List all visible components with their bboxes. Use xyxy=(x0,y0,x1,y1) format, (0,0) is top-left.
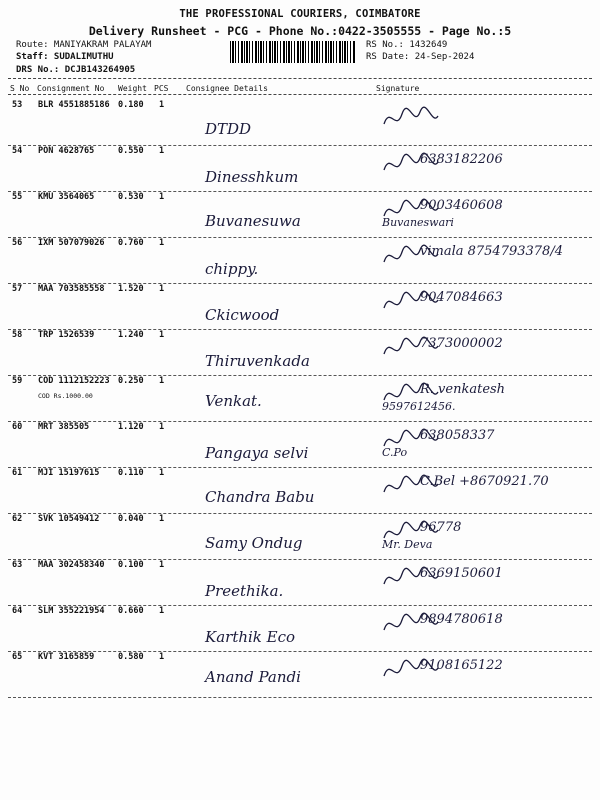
consignment-number: KMU 3564065 xyxy=(38,192,95,202)
weight-value: 0.110 xyxy=(118,468,144,478)
signature-scribble xyxy=(380,334,440,364)
signature-text-secondary: Mr. Deva xyxy=(382,538,433,551)
serial-number: 64 xyxy=(12,606,23,616)
serial-number: 61 xyxy=(12,468,23,478)
consignment-number: MRT 385505 xyxy=(38,422,90,432)
weight-value: 0.100 xyxy=(118,560,144,570)
drs-number: DRS No.: DCJB143264905 xyxy=(16,65,136,75)
signature-text-secondary: 9597612456. xyxy=(382,400,456,413)
signature-text: 9894780618 xyxy=(420,612,503,627)
pieces-value: 1 xyxy=(159,606,165,616)
weight-value: 1.520 xyxy=(118,284,144,294)
table-row xyxy=(0,100,600,146)
signature-text: 7373000002 xyxy=(420,336,503,351)
signature-scribble xyxy=(380,426,440,456)
weight-value: 0.040 xyxy=(118,514,144,524)
cod-amount: COD Rs.1000.00 xyxy=(38,392,93,400)
table-row xyxy=(0,330,600,376)
table-row xyxy=(0,376,600,422)
weight-value: 0.580 xyxy=(118,652,144,662)
col-consignee: Consignee Details xyxy=(186,84,268,93)
pieces-value: 1 xyxy=(159,514,165,524)
runsheet-title: Delivery Runsheet - PCG - Phone No.:0422-3505555 - Page No.:5 xyxy=(88,24,512,38)
rs-date: RS Date: 24-Sep-2024 xyxy=(366,52,475,62)
consignee-name: chippy. xyxy=(205,260,259,278)
table-row xyxy=(0,560,600,606)
signature-scribble xyxy=(380,288,440,318)
row-divider xyxy=(8,697,592,698)
signature-scribble xyxy=(380,242,440,272)
consignment-number: SVK 10549412 xyxy=(38,514,100,524)
signature-text: 6369150601 xyxy=(420,566,503,581)
signature-text: 9003460608 xyxy=(420,198,503,213)
col-weight: Weight xyxy=(118,84,147,93)
consignee-name: Venkat. xyxy=(205,392,262,410)
table-row xyxy=(0,238,600,284)
signature-text: 9108165122 xyxy=(420,658,503,673)
column-divider xyxy=(8,94,592,95)
weight-value: 0.250 xyxy=(118,376,144,386)
header-divider xyxy=(8,78,592,79)
signature-text-secondary: C.Po xyxy=(382,446,408,459)
signature-text: 6383182206 xyxy=(420,152,503,167)
consignee-name: Anand Pandi xyxy=(205,668,301,686)
pieces-value: 1 xyxy=(159,468,165,478)
weight-value: 0.760 xyxy=(118,238,144,248)
signature-text: 638058337 xyxy=(420,428,495,443)
signature-scribble xyxy=(380,104,440,134)
signature-scribble xyxy=(380,518,440,548)
pieces-value: 1 xyxy=(159,330,165,340)
barcode xyxy=(230,41,356,63)
consignment-number: BLR 4551885186 xyxy=(38,100,110,110)
consignee-name: DTDD xyxy=(205,120,252,138)
route-label: Route: MANIYAKRAM PALAYAM xyxy=(16,40,152,50)
table-row xyxy=(0,468,600,514)
consignee-name: Ckicwood xyxy=(205,306,280,324)
col-pcs: PCS xyxy=(154,84,169,93)
pieces-value: 1 xyxy=(159,238,165,248)
pieces-value: 1 xyxy=(159,560,165,570)
consignee-name: Pangaya selvi xyxy=(205,444,309,462)
pieces-value: 1 xyxy=(159,192,165,202)
consignment-number: TRP 1526539 xyxy=(38,330,95,340)
signature-scribble xyxy=(380,610,440,640)
pieces-value: 1 xyxy=(159,422,165,432)
consignment-number: KVT 3165859 xyxy=(38,652,95,662)
pieces-value: 1 xyxy=(159,284,165,294)
consignee-name: Buvanesuwa xyxy=(205,212,301,230)
weight-value: 0.180 xyxy=(118,100,144,110)
consignment-number: COD 1112152223 xyxy=(38,376,110,386)
serial-number: 55 xyxy=(12,192,23,202)
signature-scribble xyxy=(380,656,440,686)
table-row xyxy=(0,422,600,468)
consignment-number: SLM 355221954 xyxy=(38,606,105,616)
signature-scribble xyxy=(380,380,440,410)
pieces-value: 1 xyxy=(159,146,165,156)
weight-value: 1.240 xyxy=(118,330,144,340)
pieces-value: 1 xyxy=(159,100,165,110)
weight-value: 0.530 xyxy=(118,192,144,202)
signature-text: R. venkatesh xyxy=(420,382,506,397)
signature-text: vimala 8754793378/4 xyxy=(420,244,563,259)
serial-number: 53 xyxy=(12,100,23,110)
serial-number: 59 xyxy=(12,376,23,386)
signature-text-secondary: Buvaneswari xyxy=(382,216,454,229)
serial-number: 58 xyxy=(12,330,23,340)
col-sno: S No xyxy=(10,84,30,93)
consignee-name: Chandra Babu xyxy=(205,488,315,506)
consignee-name: Dinesshkum xyxy=(205,168,299,186)
consignee-name: Karthik Eco xyxy=(205,628,296,646)
weight-value: 1.120 xyxy=(118,422,144,432)
consignee-name: Samy Ondug xyxy=(205,534,303,552)
serial-number: 62 xyxy=(12,514,23,524)
col-consignment: Consignment No xyxy=(37,84,105,93)
col-signature: Signature xyxy=(376,84,420,93)
weight-value: 0.660 xyxy=(118,606,144,616)
signature-text: C.Bel +8670921.70 xyxy=(420,474,549,489)
serial-number: 57 xyxy=(12,284,23,294)
serial-number: 54 xyxy=(12,146,23,156)
signature-text: 9047084663 xyxy=(420,290,503,305)
pieces-value: 1 xyxy=(159,652,165,662)
table-row xyxy=(0,652,600,698)
table-row xyxy=(0,514,600,560)
consignment-number: IXM 507079026 xyxy=(38,238,105,248)
serial-number: 63 xyxy=(12,560,23,570)
signature-scribble xyxy=(380,150,440,180)
consignment-number: MAA 302458340 xyxy=(38,560,105,570)
serial-number: 56 xyxy=(12,238,23,248)
serial-number: 65 xyxy=(12,652,23,662)
company-title: THE PROFESSIONAL COURIERS, COIMBATORE xyxy=(179,8,421,20)
signature-scribble xyxy=(380,564,440,594)
pieces-value: 1 xyxy=(159,376,165,386)
consignment-number: PON 4628765 xyxy=(38,146,95,156)
consignment-number: MAA 703585558 xyxy=(38,284,105,294)
consignment-number: MJI 15197615 xyxy=(38,468,100,478)
table-row xyxy=(0,284,600,330)
signature-scribble xyxy=(380,472,440,502)
table-row xyxy=(0,192,600,238)
signature-scribble xyxy=(380,196,440,226)
consignee-name: Thiruvenkada xyxy=(205,352,310,370)
signature-text: 96778 xyxy=(420,520,462,535)
table-row xyxy=(0,606,600,652)
staff-label: Staff: SUDALIMUTHU xyxy=(16,52,114,62)
rs-number: RS No.: 1432649 xyxy=(366,40,448,50)
table-row xyxy=(0,146,600,192)
consignee-name: Preethika. xyxy=(205,582,284,600)
weight-value: 0.550 xyxy=(118,146,144,156)
serial-number: 60 xyxy=(12,422,23,432)
